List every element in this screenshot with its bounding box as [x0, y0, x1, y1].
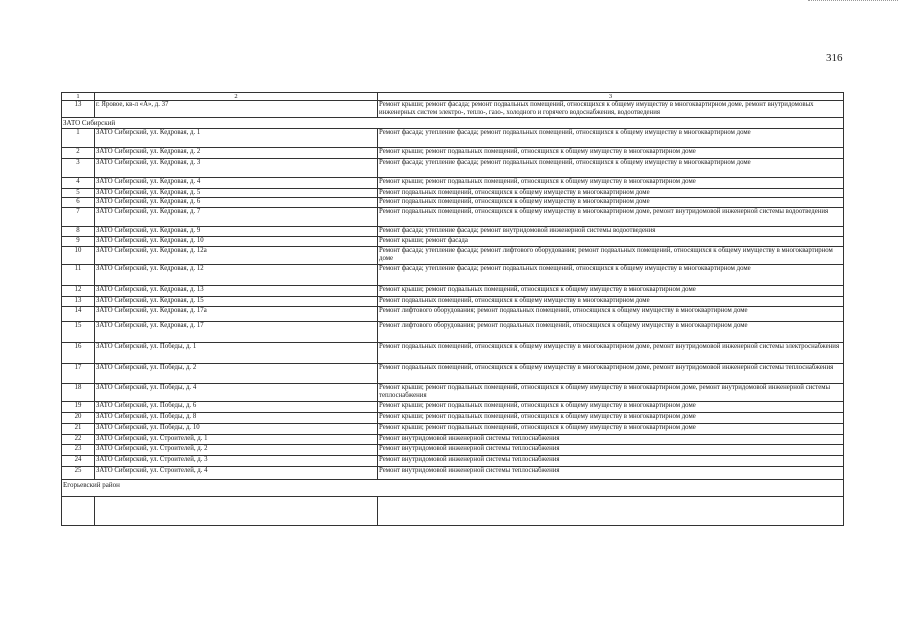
row-address: ЗАТО Сибирский, ул. Кедровая, д. 2 [95, 148, 378, 159]
table-header-row [62, 93, 844, 101]
row-address: ЗАТО Сибирский, ул. Кедровая, д. 12а [95, 247, 378, 265]
row-work-description: Ремонт крыши; ремонт подвальных помещений, относящихся к общему имуществу в многоквартирном доме, ремонт внутридомовой инженерной системы теплоснабжения [378, 384, 844, 402]
row-number: 4 [62, 178, 95, 189]
row-address: ЗАТО Сибирский, ул. Строителей, д. 2 [95, 445, 378, 456]
row-address: г. Яровое, кв-л «А», д. 37 [95, 101, 378, 118]
row-address: ЗАТО Сибирский, ул. Победы, д. 8 [95, 413, 378, 424]
table-row [62, 189, 844, 198]
table-row [62, 129, 844, 148]
row-address: ЗАТО Сибирский, ул. Кедровая, д. 4 [95, 178, 378, 189]
row-number: 6 [62, 198, 95, 208]
table-row [62, 297, 844, 307]
table-row [62, 364, 844, 384]
row-number: 13 [62, 297, 95, 307]
row-work-description: Ремонт подвальных помещений, относящихся к общему имуществу в многоквартирном доме [378, 198, 844, 208]
row-number: 15 [62, 322, 95, 343]
row-work-description: Ремонт подвальных помещений, относящихся к общему имуществу в многоквартирном доме [378, 189, 844, 198]
section-title: Егорьевский район [63, 481, 120, 489]
row-address: ЗАТО Сибирский, ул. Победы, д. 2 [95, 364, 378, 384]
row-number: 22 [62, 435, 95, 445]
row-address: ЗАТО Сибирский, ул. Кедровая, д. 17а [95, 307, 378, 322]
row-address: ЗАТО Сибирский, ул. Кедровая, д. 17 [95, 322, 378, 343]
row-work-description: Ремонт крыши; ремонт подвальных помещений, относящихся к общему имуществу в многоквартирном доме [378, 178, 844, 189]
row-address: ЗАТО Сибирский, ул. Кедровая, д. 6 [95, 198, 378, 208]
row-number: 17 [62, 364, 95, 384]
section-row [62, 118, 844, 129]
page-number: 316 [826, 52, 843, 64]
row-address: ЗАТО Сибирский, ул. Победы, д. 4 [95, 384, 378, 402]
row-work-description: Ремонт крыши; ремонт подвальных помещений, относящихся к общему имуществу в многоквартирном доме [378, 424, 844, 435]
row-work-description: Ремонт фасада; утепление фасада; ремонт подвальных помещений, относящихся к общему имуществу в многоквартирном доме [378, 129, 844, 148]
row-work-description: Ремонт внутридомовой инженерной системы теплоснабжения [378, 456, 844, 467]
row-number: 21 [62, 424, 95, 435]
row-number: 20 [62, 413, 95, 424]
row-address: ЗАТО Сибирский, ул. Победы, д. 10 [95, 424, 378, 435]
row-work-description: Ремонт крыши; ремонт фасада; ремонт подвальных помещений, относящихся к общему имуществу в многоквартирном доме, ремонт внутридомовых инженерных систем электро-, тепло-, газо-, холодного и горячего водоснабжения, водоотведения [378, 101, 844, 118]
row-address: ЗАТО Сибирский, ул. Строителей, д. 4 [95, 467, 378, 480]
table-row [62, 343, 844, 364]
row-number: 24 [62, 456, 95, 467]
row-work-description: Ремонт фасада; утепление фасада; ремонт лифтового оборудования; ремонт подвальных помещений, относящихся к общему имуществу в многоквартирном доме [378, 247, 844, 265]
repair-program-table [61, 92, 844, 526]
row-work-description: Ремонт внутридомовой инженерной системы теплоснабжения [378, 467, 844, 480]
table-row [62, 456, 844, 467]
table-row [62, 445, 844, 456]
row-number: 14 [62, 307, 95, 322]
row-address: ЗАТО Сибирский, ул. Победы, д. 6 [95, 402, 378, 413]
row-address: ЗАТО Сибирский, ул. Строителей, д. 3 [95, 456, 378, 467]
row-number: 10 [62, 247, 95, 265]
row-number: 25 [62, 467, 95, 480]
row-work-description: Ремонт подвальных помещений, относящихся к общему имуществу в многоквартирном доме [378, 297, 844, 307]
row-address: ЗАТО Сибирский, ул. Кедровая, д. 13 [95, 286, 378, 297]
table-row [62, 286, 844, 297]
header-col-address: 2 [95, 93, 378, 101]
table-row [62, 178, 844, 189]
row-work-description: Ремонт внутридомовой инженерной системы теплоснабжения [378, 435, 844, 445]
row-number: 3 [62, 159, 95, 178]
table-row [62, 208, 844, 227]
table-row [62, 227, 844, 237]
section-row [62, 480, 844, 497]
row-number: 12 [62, 286, 95, 297]
row-number: 23 [62, 445, 95, 456]
row-address: ЗАТО Сибирский, ул. Кедровая, д. 1 [95, 129, 378, 148]
row-work-description: Ремонт крыши; ремонт подвальных помещений, относящихся к общему имуществу в многоквартирном доме [378, 413, 844, 424]
row-number: 8 [62, 227, 95, 237]
row-address: ЗАТО Сибирский, ул. Победы, д. 1 [95, 343, 378, 364]
row-number: 7 [62, 208, 95, 227]
row-address: ЗАТО Сибирский, ул. Кедровая, д. 3 [95, 159, 378, 178]
table-row [62, 384, 844, 402]
header-col-work: 3 [378, 93, 844, 101]
row-work-description: Ремонт внутридомовой инженерной системы теплоснабжения [378, 445, 844, 456]
table-row [62, 307, 844, 322]
row-work-description: Ремонт лифтового оборудования; ремонт подвальных помещений, относящихся к общему имуществу в многоквартирном доме [378, 307, 844, 322]
row-address: ЗАТО Сибирский, ул. Кедровая, д. 12 [95, 265, 378, 286]
row-work-description: Ремонт лифтового оборудования; ремонт подвальных помещений, относящихся к общему имуществу в многоквартирном доме [378, 322, 844, 343]
row-work-description: Ремонт крыши; ремонт подвальных помещений, относящихся к общему имуществу в многоквартирном доме [378, 286, 844, 297]
row-number: 9 [62, 237, 95, 247]
row-address: ЗАТО Сибирский, ул. Кедровая, д. 7 [95, 208, 378, 227]
table-row [62, 435, 844, 445]
table-row [62, 413, 844, 424]
header-col-number: 1 [62, 93, 95, 101]
table-row [62, 424, 844, 435]
table-row [62, 159, 844, 178]
table-row [62, 247, 844, 265]
row-work-description: Ремонт крыши; ремонт подвальных помещений, относящихся к общему имуществу в многоквартирном доме [378, 148, 844, 159]
row-work-description: Ремонт подвальных помещений, относящихся к общему имуществу в многоквартирном доме, ремонт внутридомовой инженерной системы водоотведения [378, 208, 844, 227]
row-address: ЗАТО Сибирский, ул. Кедровая, д. 9 [95, 227, 378, 237]
row-number: 2 [62, 148, 95, 159]
row-address: ЗАТО Сибирский, ул. Кедровая, д. 5 [95, 189, 378, 198]
empty-cell [95, 497, 378, 526]
empty-row [62, 497, 844, 526]
table-row [62, 265, 844, 286]
row-address: ЗАТО Сибирский, ул. Кедровая, д. 10 [95, 237, 378, 247]
row-number: 1 [62, 129, 95, 148]
row-work-description: Ремонт фасада; утепление фасада; ремонт подвальных помещений, относящихся к общему имуществу в многоквартирном доме [378, 159, 844, 178]
row-work-description: Ремонт крыши; ремонт подвальных помещений, относящихся к общему имуществу в многоквартирном доме [378, 402, 844, 413]
row-work-description: Ремонт фасада; утепление фасада; ремонт внутридомовой инженерной системы водоотведения [378, 227, 844, 237]
table-row [62, 198, 844, 208]
corner-dotted-line [808, 0, 898, 1]
row-number: 11 [62, 265, 95, 286]
row-number: 5 [62, 189, 95, 198]
empty-cell [62, 497, 95, 526]
row-address: ЗАТО Сибирский, ул. Строителей, д. 1 [95, 435, 378, 445]
row-work-description: Ремонт фасада; утепление фасада; ремонт подвальных помещений, относящихся к общему имуществу в многоквартирном доме [378, 265, 844, 286]
row-work-description: Ремонт крыши; ремонт фасада [378, 237, 844, 247]
row-number: 18 [62, 384, 95, 402]
table-row [62, 101, 844, 118]
table-row [62, 467, 844, 480]
table-row [62, 148, 844, 159]
row-number: 13 [62, 101, 95, 118]
row-work-description: Ремонт подвальных помещений, относящихся к общему имуществу в многоквартирном доме, ремонт внутридомовой инженерной системы электроснабжения [378, 343, 844, 364]
row-address: ЗАТО Сибирский, ул. Кедровая, д. 15 [95, 297, 378, 307]
table-row [62, 402, 844, 413]
row-number: 16 [62, 343, 95, 364]
table-row [62, 237, 844, 247]
table-row [62, 322, 844, 343]
row-number: 19 [62, 402, 95, 413]
section-title: ЗАТО Сибирский [63, 119, 116, 127]
empty-cell [378, 497, 844, 526]
row-work-description: Ремонт подвальных помещений, относящихся к общему имуществу в многоквартирном доме, ремонт внутридомовой инженерной системы теплоснабжения [378, 364, 844, 384]
